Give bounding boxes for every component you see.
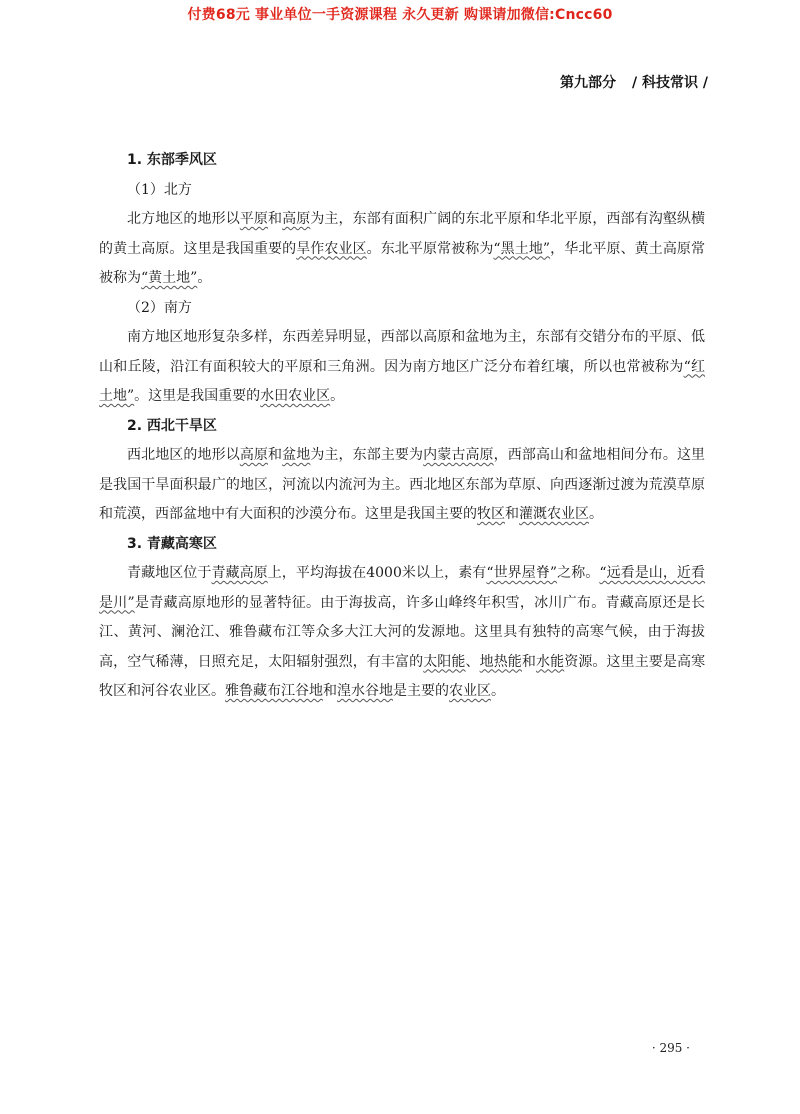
key-term: 灌溉农业区 bbox=[519, 506, 589, 522]
text-span: 。 bbox=[197, 270, 212, 286]
key-term: 高原 bbox=[239, 447, 269, 463]
paragraph-north bbox=[99, 205, 705, 294]
page-content bbox=[99, 146, 705, 707]
text-span: 和 bbox=[268, 211, 283, 227]
key-term: 湟水谷地 bbox=[337, 683, 393, 699]
key-term: 高原 bbox=[282, 211, 311, 227]
key-term: 雅鲁藏布江谷地 bbox=[225, 683, 323, 699]
key-term: 地热能 bbox=[479, 653, 522, 670]
section-heading-northwest: 2. 西北干旱区 bbox=[127, 417, 217, 434]
section-heading-east: 1. 东部季风区 bbox=[127, 152, 217, 168]
text-span: 是青藏高原地形的显著特征。由于海拔高，许多山峰终年积雪，冰川广布。青藏高原还是长江、黄河、澜沧江、雅鲁藏布江等众多大江大河的发源地。这里具有独特的高寒气候，由于海拔高，空气稀薄，日照充足，太阳辐射强烈，有丰富的 bbox=[99, 594, 705, 670]
page-number: · 295 · bbox=[651, 1041, 690, 1055]
key-term: “黄土地” bbox=[141, 270, 198, 286]
key-term: “远看是山，近看是川” bbox=[99, 565, 706, 611]
header-section: / 科技常识 / bbox=[632, 75, 708, 91]
text-span: 。 bbox=[589, 506, 603, 522]
text-span: ，西部高山和盆地相间分布。这里是我国干旱面积最广的地区，河流以内流河为主。西北地区东部为草原、向西逐渐过渡为荒漠草原和荒漠，西部盆地中有大面积的沙漠分布。这里是我国主要的 bbox=[99, 447, 706, 522]
text-span: ，华北平原、黄土高原常被称为 bbox=[99, 240, 706, 286]
text-span: 是主要的 bbox=[393, 683, 449, 699]
key-term: 内蒙古高原 bbox=[423, 447, 494, 463]
text-span: 为主，东部主要为 bbox=[310, 447, 424, 463]
text-span: 南方地区地形复杂多样，东西差异明显，西部以高原和盆地为主，东部有交错分布的平原、低山和丘陵，沿江有面积较大的平原和三角洲。因为南方地区广泛分布着红壤，所以也常被称为 bbox=[99, 329, 705, 375]
key-term: “黑土地” bbox=[493, 240, 551, 257]
key-term: 牧区 bbox=[477, 506, 505, 522]
key-term: 平原 bbox=[239, 211, 269, 227]
header-part: 第九部分 bbox=[560, 75, 617, 91]
text-span: 为主，东部有面积广阔的东北平原和华北平原，西部有沟壑纵横的黄土高原。这里是我国重要的 bbox=[99, 211, 706, 257]
text-span: 和 bbox=[505, 506, 519, 522]
key-term: 太阳能 bbox=[423, 653, 466, 670]
subheading-north: （1）北方 bbox=[127, 181, 192, 198]
text-span: 和 bbox=[323, 683, 337, 699]
paragraph-tibet bbox=[99, 559, 705, 707]
text-span: 和 bbox=[521, 653, 537, 670]
text-span: 、 bbox=[465, 653, 480, 670]
text-span: 上，平均海拔在4000米以上，素有 bbox=[267, 565, 487, 581]
section-heading-tibet: 3. 青藏高寒区 bbox=[127, 535, 217, 552]
key-term: 青藏高原 bbox=[211, 565, 268, 581]
paragraph-northwest bbox=[99, 441, 705, 530]
text-span: 。 bbox=[491, 683, 505, 699]
paragraph-south bbox=[99, 323, 705, 412]
promo-banner: 付费68元 事业单位一手资源课程 永久更新 购课请加微信:Cncc60 bbox=[187, 7, 613, 23]
text-span: 和 bbox=[268, 447, 283, 463]
running-header bbox=[560, 72, 708, 92]
key-term: 旱作农业区 bbox=[296, 240, 367, 257]
key-term: “红土地” bbox=[99, 358, 705, 404]
text-span: 资源。这里主要是高寒牧区和河谷农业区。 bbox=[99, 653, 706, 699]
key-term: 盆地 bbox=[282, 447, 311, 463]
key-term: “世界屋脊” bbox=[486, 565, 558, 581]
subheading-south: （2）南方 bbox=[127, 299, 192, 316]
key-term: 水能 bbox=[536, 653, 565, 670]
text-span: 北方地区的地形以 bbox=[127, 211, 240, 227]
text-span: 青藏地区位于 bbox=[127, 565, 212, 581]
text-span: 。东北平原常被称为 bbox=[366, 240, 494, 257]
key-term: 水田农业区 bbox=[260, 388, 331, 404]
text-span: 。 bbox=[330, 388, 345, 404]
key-term: 农业区 bbox=[449, 683, 491, 699]
text-span: 。这里是我国重要的 bbox=[134, 388, 261, 404]
text-span: 之称。 bbox=[557, 565, 600, 581]
text-span: 西北地区的地形以 bbox=[127, 447, 240, 463]
